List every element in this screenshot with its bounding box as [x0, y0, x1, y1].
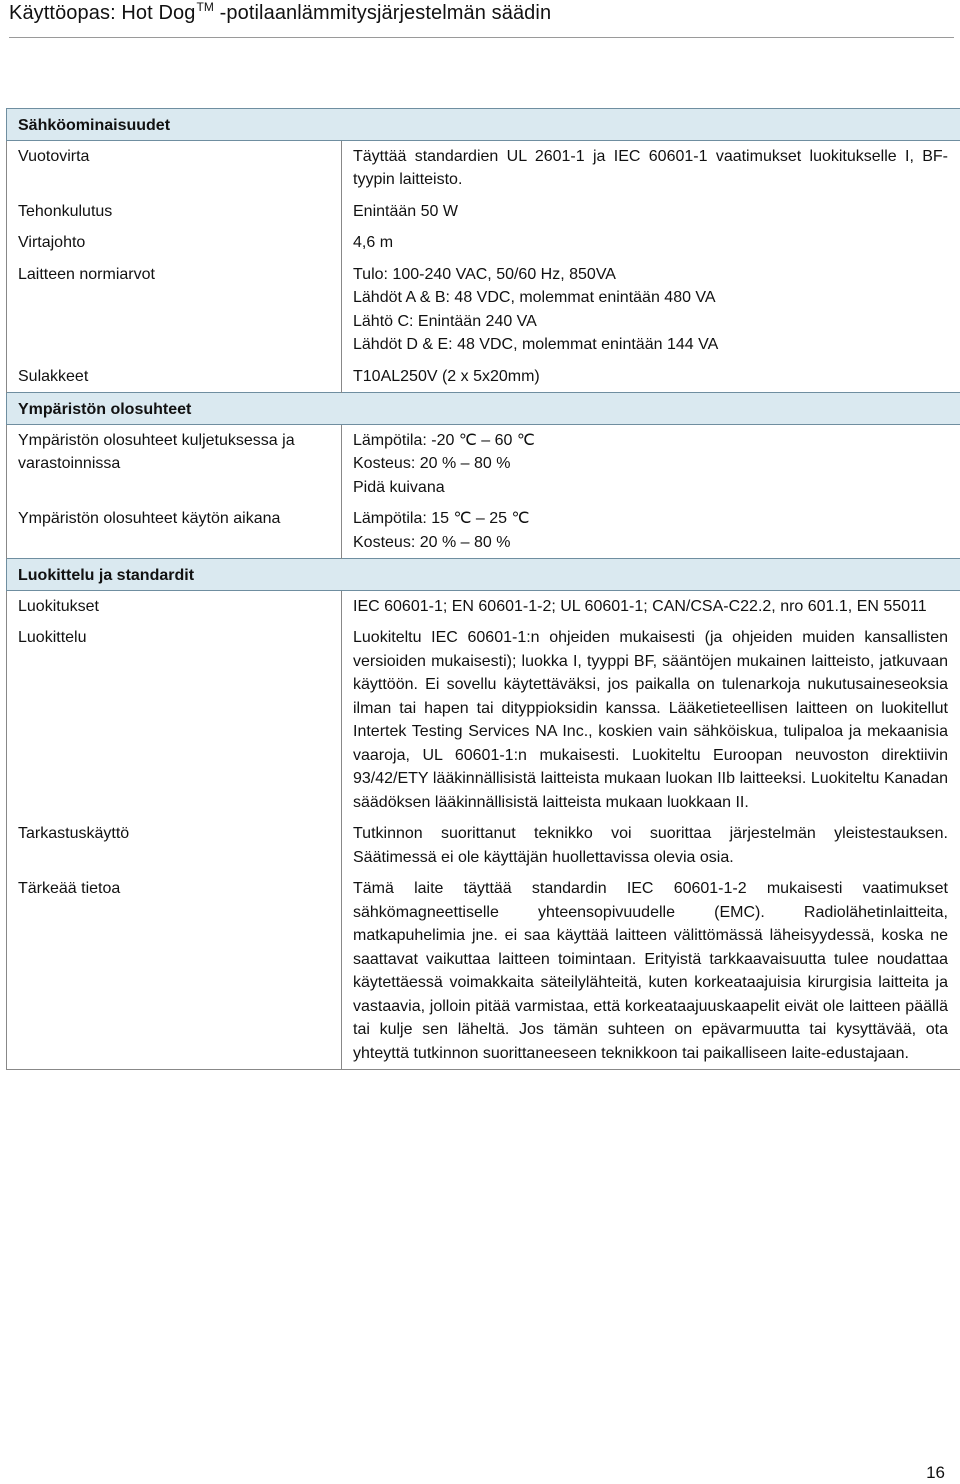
- row-label: Luokittelu: [18, 629, 87, 646]
- value-line: Lähdöt D & E: 48 VDC, molemmat enintään 144 VA: [353, 336, 719, 353]
- row-cord: [7, 227, 960, 259]
- row-label: Sulakkeet: [18, 367, 89, 385]
- section-heading: Luokittelu ja standardit: [18, 567, 195, 584]
- row-label: Ympäristön olosuhteet käytön aikana: [18, 510, 281, 527]
- value-line: Kosteus: 20 % – 80 %: [353, 455, 511, 472]
- value-line: Lämpötila: 15 ℃ – 25 ℃: [353, 510, 530, 527]
- spec-table: [6, 108, 960, 1070]
- section-heading: Ympäristön olosuhteet: [18, 401, 192, 418]
- page-header: [9, 0, 949, 40]
- value-line: Lämpötila: -20 ℃ – 60 ℃: [353, 431, 535, 449]
- header-rule: [9, 37, 954, 38]
- section-electrical: [7, 109, 960, 141]
- trademark-mark: TM: [196, 0, 214, 14]
- row-standards: [7, 590, 960, 622]
- row-label: Luokitukset: [18, 597, 99, 615]
- row-value: T10AL250V (2 x 5x20mm): [353, 367, 540, 385]
- row-value: 4,6 m: [353, 234, 394, 251]
- row-label: Tärkeää tietoa: [18, 880, 121, 897]
- value-line: Kosteus: 20 % – 80 %: [353, 533, 511, 551]
- value-line: Lähdöt A & B: 48 VDC, molemmat enintään 480 VA: [353, 289, 716, 306]
- section-heading: Sähköominaisuudet: [18, 117, 171, 134]
- row-value: Tämä laite täyttää standardin IEC 60601-1-2 mukaisesti vaatimukset sähkömagneettiselle yhteensopivuudelle (EMC). Radiolähetinlaitteita, matkapuhelimia jne. ei saa käyttää laitteen välittömässä läheisyydessä, koska ne saattavat vaikuttaa laitteen toimintaan. Erityistä tarkkaavaisuutta tulee noudattaa käytettäessä voimakkaita säteilylähteitä, kuten korkeataajuisia kirurgisia laitteita ja vastaavia, jolloin pitää varmistaa, että korkeataajuuskaapelit eivät ole laitteen päällä tai kulje sen läheltä. Jos tämän suhteen on epävarmuutta tai kysyttävää, ota yhteyttä tutkinnon suorittaneeseen teknikkoon tai paikalliseen laite-edustajaan.: [353, 880, 948, 1062]
- row-value: [342, 425, 960, 504]
- row-label: Ympäristön olosuhteet kuljetuksessa ja varastoinnissa: [18, 431, 295, 472]
- row-fuses: [7, 361, 960, 393]
- row-value: IEC 60601-1; EN 60601-1-2; UL 60601-1; CAN/CSA-C22.2, nro 601.1, EN 55011: [353, 597, 927, 615]
- document-title: [9, 2, 551, 25]
- row-value: Luokiteltu IEC 60601-1:n ohjeiden mukaisesti (ja ohjeiden muiden kansallisten versioiden mukaisesti); luokka I, tyyppi BF, sääntöjen mukainen laitteisto, jatkuvaan käyttöön. Ei sovellu käytettäväksi, jos paikalla on tulenarkoja nukutusaineseoksia ilman tai hapen tai dityppioksidin kanssa. Lääketieteellisen laitteen on luokitellut Intertek Testing Services NA Inc., koskien vain sähköiskua, tulipaloa ja mekaanisia vaaroja, UL 60601-1:n mukaisesti. Luokiteltu Euroopan neuvoston direktiivin 93/42/ETY lääkinnällisistä laitteista mukaan luokan IIb laitteeksi. Luokiteltu Kanadan säädöksen lääkinnällisistä laitteista mukaan luokkaan II.: [353, 629, 948, 811]
- section-environment: [7, 393, 960, 425]
- row-inspection: [7, 818, 960, 873]
- row-transport: [7, 424, 960, 503]
- section-classification: [7, 559, 960, 591]
- row-value: [342, 503, 960, 558]
- value-line: Tulo: 100-240 VAC, 50/60 Hz, 850VA: [353, 265, 616, 283]
- row-ratings: [7, 259, 960, 361]
- value-line: Lähtö C: Enintään 240 VA: [353, 312, 537, 330]
- row-value: Täyttää standardien UL 2601-1 ja IEC 60601-1 vaatimukset luokitukselle I, BF-tyypin laitteisto.: [353, 147, 948, 188]
- row-leakage: [7, 140, 960, 196]
- title-rest: -potilaanlämmitysjärjestelmän säädin: [213, 2, 552, 24]
- row-value: Tutkinnon suorittanut teknikko voi suorittaa järjestelmän yleistestauksen. Säätimessä ei ole käyttäjän huollettavissa olevia osia.: [353, 825, 948, 866]
- row-label: Vuotovirta: [18, 147, 90, 165]
- row-value: Enintään 50 W: [353, 202, 458, 220]
- row-label: Laitteen normiarvot: [18, 265, 155, 283]
- row-operation: [7, 503, 960, 559]
- row-label: Virtajohto: [18, 234, 86, 251]
- row-classification: [7, 622, 960, 818]
- page-number: 16: [926, 1463, 945, 1482]
- row-important: [7, 873, 960, 1070]
- row-label: Tarkastuskäyttö: [18, 825, 130, 842]
- title-main: Käyttöopas: Hot Dog: [9, 2, 196, 24]
- row-value: [342, 259, 960, 361]
- row-power: [7, 196, 960, 228]
- row-label: Tehonkulutus: [18, 202, 113, 220]
- value-line: Pidä kuivana: [353, 478, 445, 496]
